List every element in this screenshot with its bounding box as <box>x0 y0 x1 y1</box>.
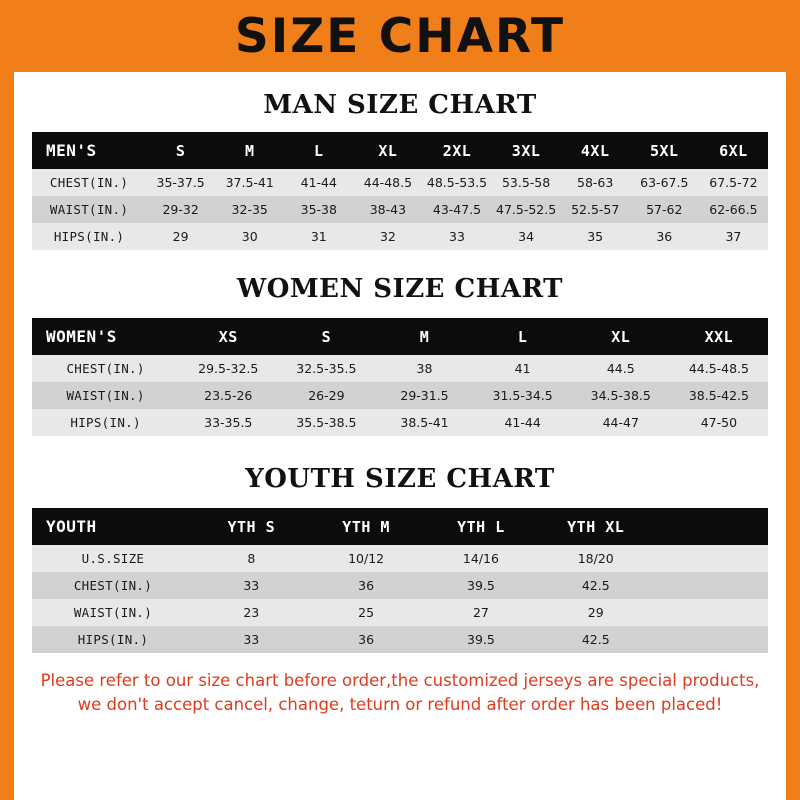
column-header: XL <box>353 132 422 169</box>
row-label: WAIST(IN.) <box>32 599 194 626</box>
table-header-row <box>32 508 768 545</box>
table-cell: 14/16 <box>424 545 539 572</box>
row-label: CHEST(IN.) <box>32 355 179 382</box>
page-banner <box>0 0 800 72</box>
row-label: HIPS(IN.) <box>32 409 179 436</box>
table-cell: 29 <box>146 223 215 250</box>
table-cell: 44.5 <box>572 355 670 382</box>
column-header: XXL <box>670 318 768 355</box>
table-cell: 53.5-58 <box>492 169 561 196</box>
table-row <box>32 572 768 599</box>
column-header: YTH L <box>424 508 539 545</box>
table-cell: 33 <box>422 223 491 250</box>
column-header: YTH S <box>194 508 309 545</box>
column-header: 6XL <box>699 132 768 169</box>
table-cell: 48.5-53.5 <box>422 169 491 196</box>
table-cell: 8 <box>194 545 309 572</box>
table-row <box>32 409 768 436</box>
column-header: S <box>277 318 375 355</box>
column-header: M <box>375 318 473 355</box>
table-cell: 37 <box>699 223 768 250</box>
table-row <box>32 599 768 626</box>
table-cell: 41-44 <box>284 169 353 196</box>
table-cell: 38-43 <box>353 196 422 223</box>
table-row <box>32 382 768 409</box>
table-cell: 47.5-52.5 <box>492 196 561 223</box>
table-cell: 52.5-57 <box>561 196 630 223</box>
table-cell: 38 <box>375 355 473 382</box>
column-header: M <box>215 132 284 169</box>
page-title: SIZE CHART <box>234 8 566 64</box>
column-header: L <box>284 132 353 169</box>
table-cell: 25 <box>309 599 424 626</box>
column-header: YOUTH <box>32 508 194 545</box>
row-label: CHEST(IN.) <box>32 572 194 599</box>
table-cell: 42.5 <box>538 626 653 653</box>
table-cell: 33 <box>194 572 309 599</box>
table-cell: 44-48.5 <box>353 169 422 196</box>
table-cell: 36 <box>309 626 424 653</box>
chart-content <box>14 90 786 717</box>
row-label: HIPS(IN.) <box>32 626 194 653</box>
notice-line-1: Please refer to our size chart before order,the customized jerseys are special products, <box>40 671 760 690</box>
table-cell: 67.5-72 <box>699 169 768 196</box>
order-policy-notice <box>32 669 768 717</box>
table-cell: 35.5-38.5 <box>277 409 375 436</box>
table-header-row <box>32 318 768 355</box>
table-cell: 44.5-48.5 <box>670 355 768 382</box>
row-label: WAIST(IN.) <box>32 382 179 409</box>
table-cell: 33-35.5 <box>179 409 277 436</box>
table-cell: 32.5-35.5 <box>277 355 375 382</box>
column-header: WOMEN'S <box>32 318 179 355</box>
table-cell <box>653 572 768 599</box>
women-size-table <box>32 318 768 436</box>
table-cell: 35 <box>561 223 630 250</box>
table-cell: 38.5-42.5 <box>670 382 768 409</box>
column-header: 2XL <box>422 132 491 169</box>
table-cell: 23 <box>194 599 309 626</box>
table-row <box>32 626 768 653</box>
table-cell: 63-67.5 <box>630 169 699 196</box>
youth-section-title: YOUTH SIZE CHART <box>245 464 555 494</box>
row-label: CHEST(IN.) <box>32 169 146 196</box>
table-cell: 47-50 <box>670 409 768 436</box>
table-row <box>32 545 768 572</box>
table-cell: 38.5-41 <box>375 409 473 436</box>
table-cell: 36 <box>309 572 424 599</box>
table-cell: 30 <box>215 223 284 250</box>
column-header: S <box>146 132 215 169</box>
table-cell <box>653 545 768 572</box>
notice-line-2: we don't accept cancel, change, teturn or refund after order has been placed! <box>77 694 723 714</box>
table-row <box>32 355 768 382</box>
table-row <box>32 196 768 223</box>
table-cell: 34 <box>492 223 561 250</box>
table-cell: 34.5-38.5 <box>572 382 670 409</box>
table-cell <box>653 599 768 626</box>
row-label: WAIST(IN.) <box>32 196 146 223</box>
table-cell: 43-47.5 <box>422 196 491 223</box>
table-cell: 32-35 <box>215 196 284 223</box>
table-row <box>32 169 768 196</box>
column-header: 3XL <box>492 132 561 169</box>
table-cell: 27 <box>424 599 539 626</box>
table-cell: 23.5-26 <box>179 382 277 409</box>
row-label: HIPS(IN.) <box>32 223 146 250</box>
column-header: XS <box>179 318 277 355</box>
table-cell: 58-63 <box>561 169 630 196</box>
table-cell: 39.5 <box>424 626 539 653</box>
column-header: 5XL <box>630 132 699 169</box>
table-cell: 31.5-34.5 <box>474 382 572 409</box>
column-header: 4XL <box>561 132 630 169</box>
column-header <box>653 508 768 545</box>
men-size-table <box>32 132 768 250</box>
table-cell: 29 <box>538 599 653 626</box>
table-cell: 29-31.5 <box>375 382 473 409</box>
table-cell: 31 <box>284 223 353 250</box>
table-cell: 29-32 <box>146 196 215 223</box>
column-header: YTH XL <box>538 508 653 545</box>
table-cell: 39.5 <box>424 572 539 599</box>
table-cell: 42.5 <box>538 572 653 599</box>
row-label: U.S.SIZE <box>32 545 194 572</box>
table-cell: 18/20 <box>538 545 653 572</box>
table-cell: 62-66.5 <box>699 196 768 223</box>
table-cell: 36 <box>630 223 699 250</box>
column-header: MEN'S <box>32 132 146 169</box>
table-cell <box>653 626 768 653</box>
table-cell: 29.5-32.5 <box>179 355 277 382</box>
table-cell: 41-44 <box>474 409 572 436</box>
table-cell: 26-29 <box>277 382 375 409</box>
column-header: L <box>474 318 572 355</box>
table-cell: 41 <box>474 355 572 382</box>
table-cell: 10/12 <box>309 545 424 572</box>
youth-size-table <box>32 508 768 653</box>
table-cell: 35-37.5 <box>146 169 215 196</box>
table-cell: 33 <box>194 626 309 653</box>
column-header: XL <box>572 318 670 355</box>
table-cell: 32 <box>353 223 422 250</box>
table-header-row <box>32 132 768 169</box>
table-cell: 57-62 <box>630 196 699 223</box>
column-header: YTH M <box>309 508 424 545</box>
table-cell: 35-38 <box>284 196 353 223</box>
table-cell: 37.5-41 <box>215 169 284 196</box>
men-section-title: MAN SIZE CHART <box>263 90 537 120</box>
women-section-title: WOMEN SIZE CHART <box>237 274 563 304</box>
table-row <box>32 223 768 250</box>
table-cell: 44-47 <box>572 409 670 436</box>
